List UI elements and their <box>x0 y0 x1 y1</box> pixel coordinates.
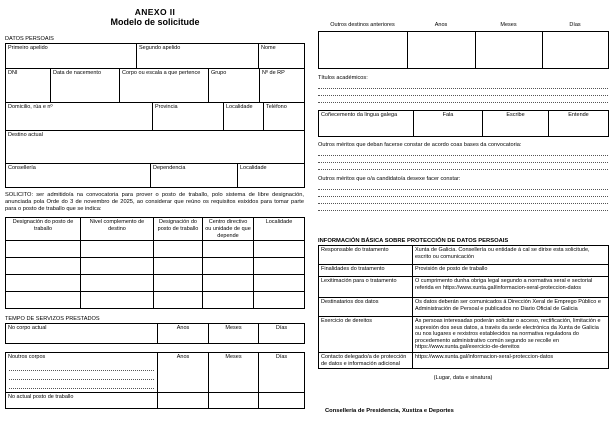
posto-col-centro: Centro directivo ou unidade de que depende <box>203 218 254 241</box>
posto-cell[interactable] <box>203 241 254 258</box>
field-provincia[interactable] <box>153 103 224 131</box>
posto-cell[interactable] <box>81 258 154 275</box>
col-anos[interactable] <box>158 353 209 393</box>
fill-line[interactable] <box>9 374 154 380</box>
pd-row-label: Exercicio de dereitos <box>319 317 413 353</box>
fill-line[interactable] <box>9 365 154 371</box>
outros-destinos-cell[interactable] <box>319 32 408 69</box>
field-label: Nº de RP <box>262 70 285 76</box>
field-label: Nome <box>261 45 276 51</box>
fill-line[interactable] <box>318 149 608 156</box>
meritos-candidato-label: Outros méritos que o/a candidato/a desexe facer constar: <box>318 176 461 182</box>
posto-col-localidade: Localidade <box>254 218 305 241</box>
posto-row <box>6 258 305 275</box>
cell-meses[interactable] <box>209 393 259 409</box>
field-label: Data de nacemento <box>53 70 102 76</box>
pd-row-label: Destinatarios dos datos <box>319 298 413 317</box>
pd-row-label: Finalidades do tratamento <box>319 265 413 277</box>
section-tempo-servizos: TEMPO DE SERVIZOS PRESTADOS <box>5 316 100 323</box>
posto-col-nivel: Nivel complemento de destino <box>81 218 154 241</box>
field-label: Grupo <box>211 70 227 76</box>
col-label: Días <box>275 354 288 361</box>
lugar-data-sinatura: (Lugar, data e sinatura) <box>433 375 493 382</box>
posto-cell[interactable] <box>6 258 81 275</box>
posto-cell[interactable] <box>203 275 254 292</box>
solicito-paragraph: SOLICITO: ser admitido/a na convocatoria para prover o posto de traballo, polo sistema de libre designación, anunciada pola Orde do 3 de novembro de 2025, ao considerar que reúno os requisitos esixidos para tomar parte para o posto de traballo que se indica: <box>5 192 304 213</box>
outros-destinos-table <box>318 31 609 69</box>
posto-cell[interactable] <box>81 292 154 309</box>
outros-destinos-label: Outros destinos anteriores <box>330 22 395 28</box>
col-dias[interactable] <box>259 324 305 344</box>
pd-row-label: Contacto delegado/a de protección de datos e información adicional <box>319 352 413 368</box>
field-label: Domicilio, rúa e nº <box>8 104 53 110</box>
field-data-nacemento[interactable] <box>51 69 120 103</box>
datos-persoais-row4 <box>5 130 305 164</box>
col-dias[interactable] <box>259 353 305 393</box>
tempo-outros-corpos-table <box>5 352 305 409</box>
posto-cell[interactable] <box>203 258 254 275</box>
posto-table <box>5 217 305 309</box>
table-row <box>319 352 609 368</box>
table-row <box>319 277 609 298</box>
datos-persoais-row2 <box>5 68 305 103</box>
field-label: Provincia <box>155 104 178 110</box>
fill-line[interactable] <box>318 82 608 89</box>
outros-destinos-header <box>318 22 608 31</box>
posto-cell[interactable] <box>203 292 254 309</box>
col-entende[interactable] <box>549 111 609 137</box>
field-primeiro-apelido[interactable] <box>6 44 137 69</box>
col-label: Meses <box>225 354 242 361</box>
posto-cell[interactable] <box>254 258 305 275</box>
col-label: Escribe <box>506 112 525 118</box>
cell-anos[interactable] <box>158 393 209 409</box>
field-corpo-escala[interactable] <box>120 69 209 103</box>
field-label: No actual posto de traballo <box>8 394 74 401</box>
pd-row-value: Xunta de Galicia. Consellería ou entidade á cal se dirixe esta solicitude, escrito ou comunicación <box>413 246 609 265</box>
form-title <box>0 7 310 27</box>
field-label: Localidade <box>240 165 267 171</box>
pd-row-label: Responsable do tratamento <box>319 246 413 265</box>
posto-cell[interactable] <box>254 292 305 309</box>
pd-row-label: Lexitimación para o tratamento <box>319 277 413 298</box>
pd-row-value: As persoas interesadas poderán solicitar o acceso, rectificación, limitación e supresión dos seus datos, a través da sede electrónica da Xunta de Galicia ou nos lugares e rexistros establecidos na normativa reguladora do procedemento administrativo común segundo se recolle en https://www.xunta.gal/exercicio-de-dereitos <box>413 317 609 353</box>
col-label: Meses <box>225 325 242 332</box>
field-dni[interactable] <box>6 69 51 103</box>
field-label: Dependencia <box>153 165 186 171</box>
pd-row-value: Os datos deberán ser comunicados á Dirección Xeral de Emprego Público e Administración de Persoal e publicados no Diario Oficial de Galicia <box>413 298 609 317</box>
field-localidade-dependencia[interactable] <box>238 164 305 188</box>
field-destino-actual[interactable] <box>6 131 305 164</box>
col-label: Fala <box>442 112 454 118</box>
fill-line[interactable] <box>318 163 608 170</box>
field-grupo[interactable] <box>209 69 260 103</box>
footer-conselleria: Consellería de Presidencia, Xustiza e Deportes <box>325 408 454 415</box>
outros-destinos-anos-cell[interactable] <box>408 32 476 69</box>
col-meses-label: Meses <box>500 22 517 28</box>
posto-cell[interactable] <box>6 275 81 292</box>
fill-line[interactable] <box>9 383 154 389</box>
fill-line[interactable] <box>318 190 608 197</box>
cell-dias[interactable] <box>259 393 305 409</box>
posto-row <box>6 275 305 292</box>
field-dependencia[interactable] <box>151 164 238 188</box>
col-anos[interactable] <box>158 324 209 344</box>
field-noutros-corpos[interactable] <box>6 353 158 393</box>
posto-row <box>6 292 305 309</box>
field-n-rp[interactable] <box>260 69 305 103</box>
col-fala[interactable] <box>414 111 483 137</box>
posto-col-designacion-2: Designación do posto de traballo <box>154 218 203 241</box>
field-label: Segundo apelido <box>139 45 181 51</box>
datos-persoais-row3 <box>5 102 305 131</box>
field-telefono[interactable] <box>264 103 305 131</box>
posto-header-row <box>6 218 305 241</box>
field-lingua-galega[interactable] <box>319 111 414 137</box>
field-label: Destino actual <box>8 132 43 138</box>
field-label: Primeiro apelido <box>8 45 48 51</box>
posto-cell[interactable] <box>6 241 81 258</box>
left-column <box>5 36 304 409</box>
field-no-actual-posto[interactable] <box>6 393 158 409</box>
pd-row-value: https://www.xunta.gal/informacion-xeral-proteccion-datos <box>413 352 609 368</box>
col-dias-label: Días <box>569 22 581 28</box>
field-label: Consellería <box>8 165 36 171</box>
field-domicilio[interactable] <box>6 103 153 131</box>
posto-col-designacion: Designación do posto de traballo <box>6 218 81 241</box>
field-label: Noutros corpos <box>8 354 46 361</box>
fill-line[interactable] <box>318 89 608 96</box>
title-modelo: Modelo de solicitude <box>110 17 200 27</box>
title-anexo: ANEXO II <box>134 7 176 17</box>
col-label: Días <box>275 325 288 332</box>
proteccion-datos-title: INFORMACIÓN BÁSICA SOBRE PROTECCIÓN DE DATOS PERSOAIS <box>318 238 509 244</box>
col-label: Anos <box>176 354 190 361</box>
field-no-corpo-actual[interactable] <box>6 324 158 344</box>
fill-line[interactable] <box>318 183 608 190</box>
pd-row-value: O cumprimento dunha obriga legal segundo a normativa xeral e sectorial referida en https://www.xunta.gal/informacion-xeral-proteccion-datos <box>413 277 609 298</box>
field-label: Coñecemento da lingua galega <box>321 112 398 118</box>
lingua-galega-table <box>318 110 609 137</box>
col-label: Entende <box>568 112 589 118</box>
datos-persoais-row5 <box>5 163 305 188</box>
col-meses[interactable] <box>209 324 259 344</box>
fill-line[interactable] <box>318 156 608 163</box>
table-row <box>319 317 609 353</box>
posto-cell[interactable] <box>254 241 305 258</box>
proteccion-datos-table <box>318 245 609 369</box>
fill-line[interactable] <box>318 96 608 103</box>
field-nome[interactable] <box>259 44 305 69</box>
field-segundo-apelido[interactable] <box>137 44 259 69</box>
titulos-academicos-label: Títulos académicos: <box>318 75 368 81</box>
posto-row <box>6 241 305 258</box>
table-row <box>319 265 609 277</box>
right-column <box>318 22 608 414</box>
col-anos-label: Anos <box>434 22 448 28</box>
field-localidade[interactable] <box>224 103 264 131</box>
posto-cell[interactable] <box>154 241 203 258</box>
table-row <box>319 246 609 265</box>
field-label: Corpo ou escala a que pertence <box>122 70 201 76</box>
field-conselleria[interactable] <box>6 164 151 188</box>
col-meses[interactable] <box>209 353 259 393</box>
pd-row-value: Provisión de posto de traballo <box>413 265 609 277</box>
outros-destinos-meses-cell[interactable] <box>476 32 543 69</box>
outros-destinos-dias-cell[interactable] <box>543 32 609 69</box>
section-datos-persoais: DATOS PERSOAIS <box>5 36 54 42</box>
posto-cell[interactable] <box>154 258 203 275</box>
field-label: Localidade <box>226 104 253 110</box>
col-label: Anos <box>176 325 190 332</box>
field-label: DNI <box>8 70 18 76</box>
posto-cell[interactable] <box>81 241 154 258</box>
datos-persoais-row1 <box>5 43 305 69</box>
fill-line[interactable] <box>318 197 608 204</box>
tempo-corpo-actual-table <box>5 323 305 344</box>
posto-cell[interactable] <box>254 275 305 292</box>
posto-cell[interactable] <box>6 292 81 309</box>
field-label: Teléfono <box>266 104 287 110</box>
posto-cell[interactable] <box>154 292 203 309</box>
fill-line[interactable] <box>318 204 608 211</box>
posto-cell[interactable] <box>154 275 203 292</box>
field-label: No corpo actual <box>8 325 47 332</box>
meritos-bases-label: Outros méritos que deban facerse constar de acordo coas bases da convocatoria: <box>318 142 522 148</box>
table-row <box>319 298 609 317</box>
posto-cell[interactable] <box>81 275 154 292</box>
col-escribe[interactable] <box>483 111 549 137</box>
